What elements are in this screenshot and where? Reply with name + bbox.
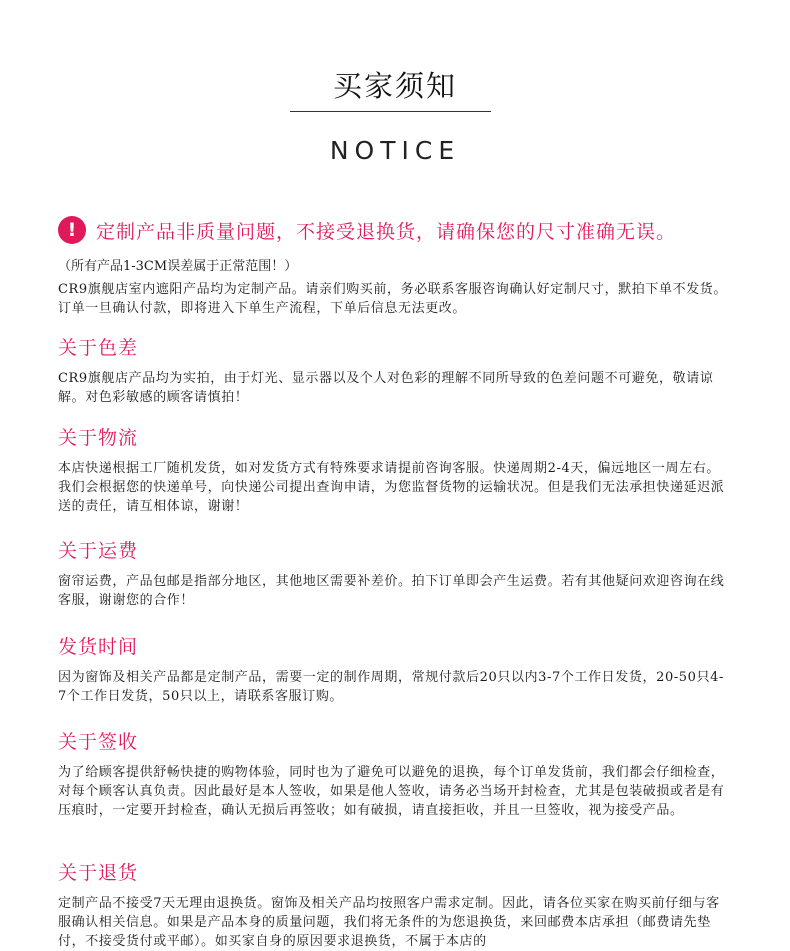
section-returns [58,860,728,951]
section-heading: 发货时间 [58,636,139,658]
section-shipping-fee [58,538,728,610]
section-body: 因为窗饰及相关产品都是定制产品，需要一定的制作周期，常规付款后20只以内3-7个工作日发货，20-50只4-7个工作日发货，50只以上，请联系客服订购。 [58,670,725,704]
section-heading: 关于色差 [58,337,139,359]
warning-text: 定制产品非质量问题，不接受退换货，请确保您的尺寸准确无误。 [96,220,677,243]
section-body: 为了给顾客提供舒畅快捷的购物体验，同时也为了避免可以避免的退换，每个订单发货前，我们都会仔细检查，对每个顾客认真负责。因此最好是本人签收，如果是他人签收，请务必当场开封检查，尤其是包装破损或者是有压痕时，一定要开封检查，确认无损后再签收；如有破损，请直接拒收，并且一旦签收，视为接受产品。 [58,765,725,818]
section-heading: 关于签收 [58,731,139,753]
section-body: CR9旗舰店产品均为实拍，由于灯光、显示器以及个人对色彩的理解不同所导致的色差问题不可避免，敬请谅解。对色彩敏感的顾客请慎拍！ [58,371,714,405]
section-heading: 关于运费 [58,540,139,562]
tolerance-note: （所有产品1-3CM误差属于正常范围！） [58,259,298,274]
exclamation-icon: ! [58,216,86,244]
section-delivery-time [58,634,728,706]
warning-banner [58,214,758,246]
section-body: 定制产品不接受7天无理由退换货。窗饰及相关产品均按照客户需求定制。因此，请各位买家在购买前仔细与客服确认相关信息。如果是产品本身的质量问题，我们将无条件的为您退换货，来回邮费本店承担（邮费请先垫付，不接受货付或平邮）。如买家自身的原因要求退换货，不属于本店的 [58,896,720,949]
section-body: 窗帘运费，产品包邮是指部分地区，其他地区需要补差价。拍下订单即会产生运费。若有其他疑问欢迎咨询在线客服，谢谢您的合作！ [58,574,725,608]
page-subtitle: NOTICE [329,136,461,165]
intro-paragraph: CR9旗舰店室内遮阳产品均为定制产品。请亲们购买前，务必联系客服咨询确认好定制尺寸，默拍下单不发货。订单一旦确认付款，即将进入下单生产流程，下单后信息无法更改。 [58,282,728,316]
title-divider [290,111,491,112]
section-receipt [58,729,728,820]
section-heading: 关于物流 [58,427,139,449]
section-color-difference [58,335,728,407]
section-logistics [58,425,728,516]
page-title: 买家须知 [332,69,457,103]
section-body: 本店快递根据工厂随机发货，如对发货方式有特殊要求请提前咨询客服。快递周期2-4天，偏远地区一周左右。我们会根据您的快递单号，向快递公司提出查询申请，为您监督货物的运输状况。但是我们无法承担快递延迟派送的责任，请互相体谅，谢谢！ [58,461,725,514]
section-heading: 关于退货 [58,862,139,884]
